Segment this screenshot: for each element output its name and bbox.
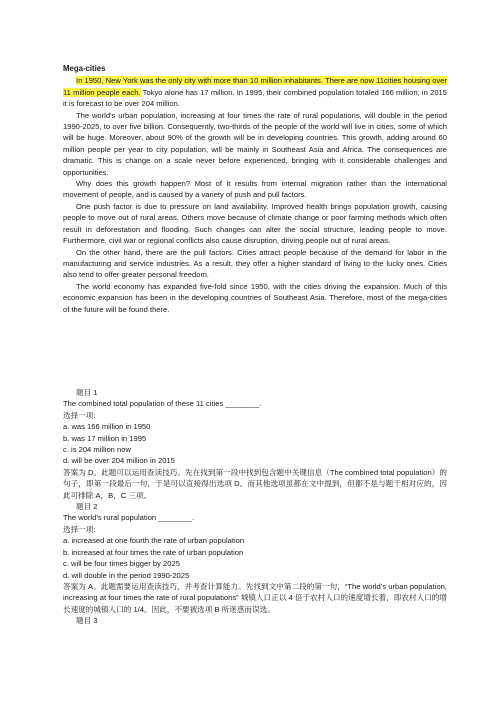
question-3-heading: 题目 3 xyxy=(76,616,98,626)
question-2-answer: 答案为 A。此题需要运用查读技巧，并考查计算能力。先找到文中第二段的第一句，“The world’s urban population, increasing at four times the rate of rural populations” 城镇人口正以 4 倍于农村人口的速度增长着，即农村人口的增长速度的城镇人口的 1/4。因此，不要被选项 B 所迷惑而误选。 xyxy=(63,581,447,614)
question-1-heading: 题目 1 xyxy=(76,388,98,397)
question-1-option-a[interactable]: a. was 166 million in 1950 xyxy=(63,422,151,432)
question-section xyxy=(63,387,447,627)
question-2-select-label: 选择一项: xyxy=(63,524,96,534)
question-1-option-d[interactable]: d. will be over 204 million in 2015 xyxy=(63,456,175,466)
question-1-option-c[interactable]: c. is 204 million now xyxy=(63,445,131,455)
question-1-option-b[interactable]: b. was 17 million in 1995 xyxy=(63,433,147,443)
paragraph-3: Why does this growth happen? Most of it results from internal migration rather than the international movement of people, and is caused by a variety of push and pull factors. xyxy=(63,179,447,200)
paragraph-1 xyxy=(63,75,447,109)
question-1-select-label: 选择一项: xyxy=(63,410,96,420)
question-1-stem: The combined total population of these 11 cities ________. xyxy=(63,399,262,409)
highlighted-text: In 1950, New York was the only city with more than 10 million inhabitants. There are now 11cities housing over 11 million people each. xyxy=(63,76,447,97)
question-2-stem: The world’s rural population ________. xyxy=(63,513,195,523)
paragraph-5: On the other hand, there are the pull factors. Cities attract people because of the demand for labor in the manufacturing and service industries. As a result, they offer a higher standard of living to the lucky ones. Cities also tend to offer greater personal freedom. xyxy=(63,247,447,280)
paragraph-4: One push factor is due to pressure on land availability. Improved health brings population growth, causing people to move out of rural areas. Others move because of climate change or poor farming methods which often result in deforestation and flooding. Such changes can alter the social structure, leading people to move. Furthermore, civil war or regional conflicts also cause disruption, driving people out of rural areas. xyxy=(63,201,447,246)
question-1-answer: 答案为 D。此题可以运用查读技巧。先在找到第一段中找到包含题中关键信息（The combined total population）的句子，即第一段最后一句，于是可以直接得出选项 D。而其他选项虽都在文中提到，但都不是与题干相对应的，因此可排除 A，B，C 三项。 xyxy=(63,467,447,500)
question-2-option-d[interactable]: d. will double in the period 1990-2025 xyxy=(63,570,190,580)
passage-title: Mega-cities xyxy=(63,64,106,73)
paragraph-1-rest: Tokyo alone has 17 million. In 1995, their combined population totaled 166 million; in 2015 it is forecast to be over 204 million. xyxy=(63,87,447,109)
question-2-option-c[interactable]: c. will be four times bigger by 2025 xyxy=(63,559,180,569)
paragraph-2: The world's urban population, increasing at four times the rate of rural populations, will double in the period 1990-2025, to over five billion. Consequently, two-thirds of the people of the world will live in cities, some of which will be huge. Moreover, about 90% of the growth will be in developing countries. This growth, adding around 60 million people per year to city population, will be mainly in Southeast Asia and Africa. The consequences are dramatic. This is change on a scale never before experienced, bringing with it considerable challenges and opportunities. xyxy=(63,110,447,177)
question-2-option-b[interactable]: b. increased at four times the rate of urban population xyxy=(63,547,244,557)
question-2-option-a[interactable]: a. increased at one fourth the rate of urban population xyxy=(63,536,245,546)
paragraph-6: The world economy has expanded five-fold since 1950, with the cities driving the expansion. Much of this economic expansion has been in the developing countries of Southeast Asia. Therefore, most of the mega-cities of the future will be found there. xyxy=(63,281,447,314)
question-2-heading: 题目 2 xyxy=(76,502,98,512)
reading-passage xyxy=(63,63,447,315)
